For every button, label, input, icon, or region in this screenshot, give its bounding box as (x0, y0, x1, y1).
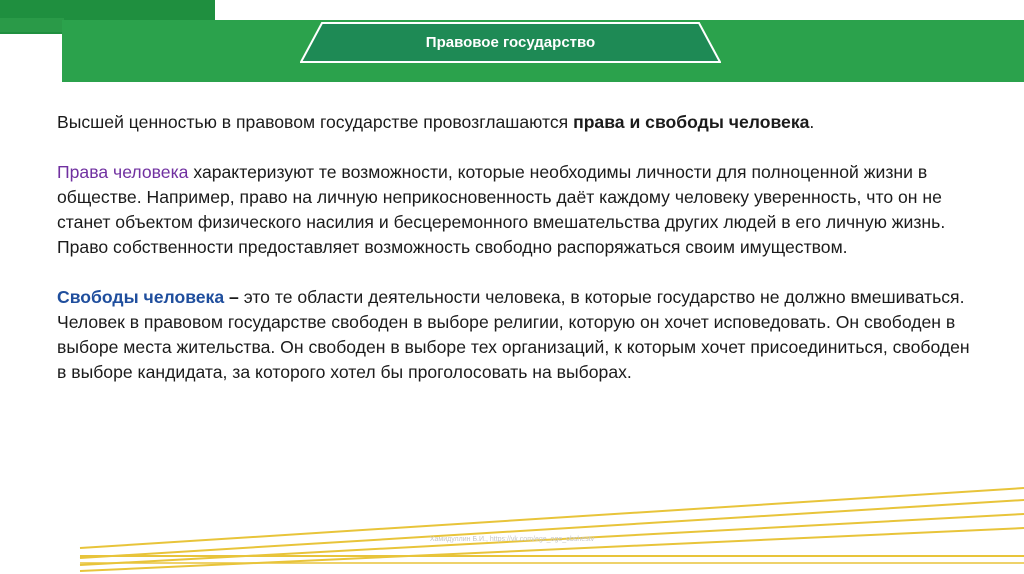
paragraph-freedoms (57, 285, 977, 385)
intro-end: . (809, 112, 815, 132)
freedoms-text: это те области деятельности человека, в которые государство не должно вмешиваться. Человек в правовом государстве свободен в выборе религии, которую он хочет исповедовать. Он свободен в выборе места жительства. Он свободен в выборе тех организаций, к которым хочет присоединиться, свободен в выборе кандидата, за которого хотел бы проголосовать на выборах. (57, 287, 970, 382)
intro-bold: права и свободы человека (573, 112, 810, 132)
title-banner (300, 22, 721, 63)
freedoms-dash: – (224, 287, 239, 307)
paragraph-rights (57, 160, 977, 260)
slide-body (57, 110, 977, 410)
decorative-gold-lines (0, 470, 1024, 574)
top-left-band-strip (0, 18, 64, 32)
footer-attribution: Хамидуллин Б.И., https://vk.com/ege_oge_obshestv (429, 536, 595, 543)
freedoms-term: Свободы человека (57, 287, 225, 307)
rights-term: Права человека (57, 162, 189, 182)
rights-text: характеризуют те возможности, которые необходимы личности для полноценной жизни в обществе. Например, право на личную неприкосновенность даёт каждому человеку уверенность, что он не станет объектом физического насилия и бесцеремонного вмешательства других людей в его личную жизнь. Право собственности предоставляет возможность свободно распоряжаться своим имуществом. (57, 162, 946, 257)
page-title: Правовое государство (425, 34, 596, 51)
intro-text: Высшей ценностью в правовом государстве провозглашаются (57, 112, 574, 132)
paragraph-intro (57, 110, 977, 135)
